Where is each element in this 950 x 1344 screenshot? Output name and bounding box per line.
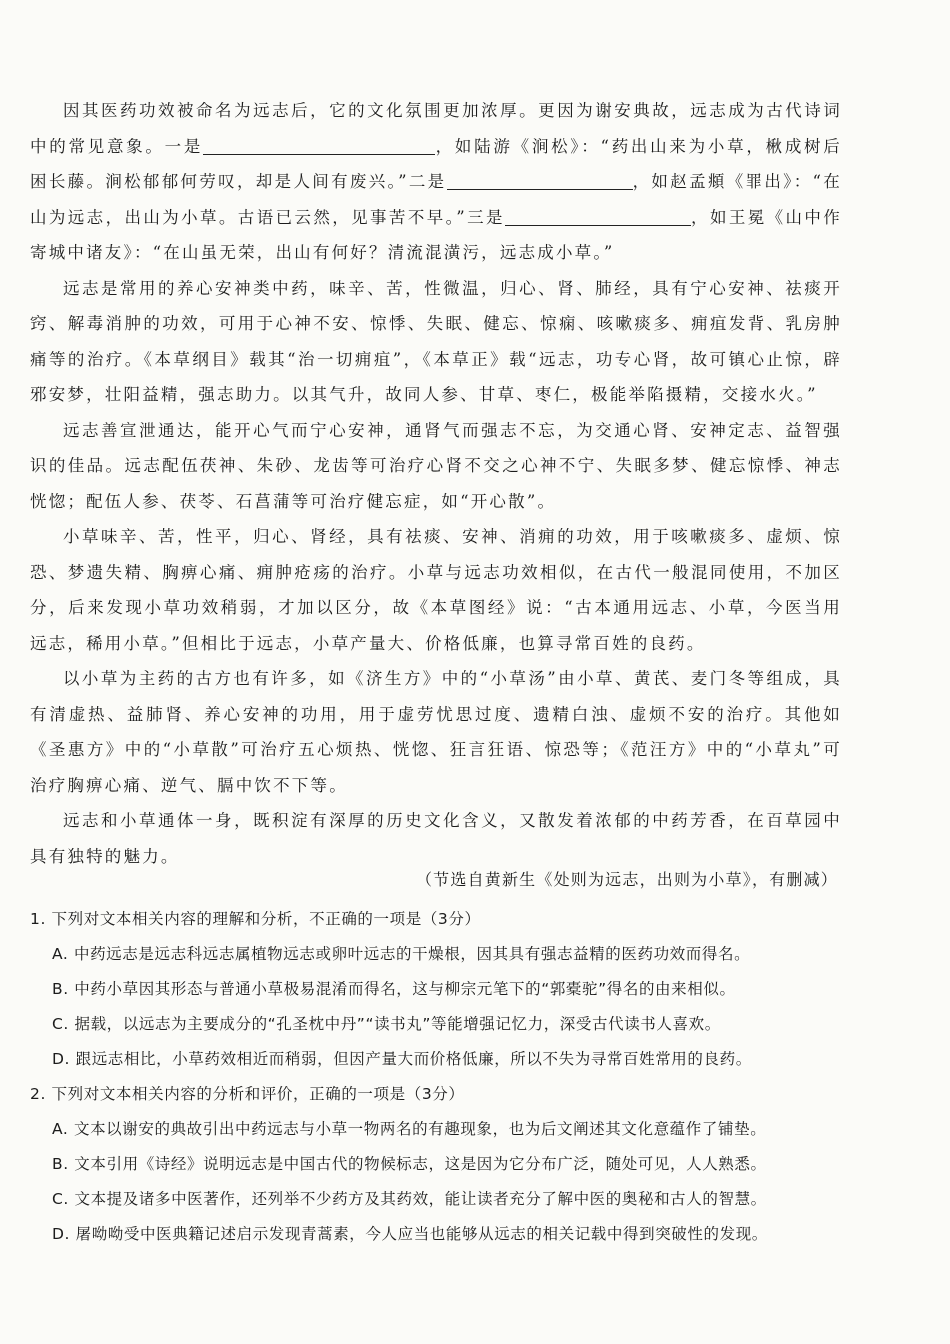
passage-paragraph-1 xyxy=(30,93,842,271)
reading-passage xyxy=(30,93,842,874)
question-2-option-d[interactable]: D. 屠呦呦受中医典籍记述启示发现青蒿素，今人应当也能够从远志的相关记载中得到突破性的发现。 xyxy=(52,1225,768,1243)
question-2-option-a[interactable]: A. 文本以谢安的典故引出中药远志与小草一物两名的有趣现象，也为后文阐述其文化意蕴作了铺垫。 xyxy=(52,1120,767,1138)
question-1-stem: 1. 下列对文本相关内容的理解和分析，不正确的一项是（3分） xyxy=(30,910,481,928)
question-1-option-c[interactable]: C. 据载，以远志为主要成分的“孔圣枕中丹”“读书丸”等能增强记忆力，深受古代读书人喜欢。 xyxy=(52,1015,721,1033)
passage-paragraph-5: 以小草为主药的古方也有许多，如《济生方》中的“小草汤”由小草、黄芪、麦门冬等组成，具有清虚热、益肺肾、养心安神的功用，用于虚劳忧思过度、遗精白浊、虚烦不安的治疗。其他如《圣惠方》中的“小草散”可治疗五心烦热、恍惚、狂言狂语、惊恐等；《范汪方》中的“小草丸”可治疗胸痹心痛、逆气、膈中饮不下等。 xyxy=(30,669,842,795)
answer-blank-3[interactable] xyxy=(505,208,691,226)
p1-text-c: ，如赵孟頫《罪出》：“在山为远志，出山为小草。古语已云然，见事苦不早。”三是 xyxy=(30,172,842,227)
question-1-option-b[interactable]: B. 中药小草因其形态与普通小草极易混淆而得名，这与柳宗元笔下的“郭橐驼”得名的由来相似。 xyxy=(52,980,736,998)
question-list xyxy=(30,902,860,1252)
question-1-option-d[interactable]: D. 跟远志相比，小草药效相近而稍弱，但因产量大而价格低廉，所以不失为寻常百姓常用的良药。 xyxy=(52,1050,752,1068)
answer-blank-2[interactable] xyxy=(447,173,633,191)
question-2-stem: 2. 下列对文本相关内容的分析和评价，正确的一项是（3分） xyxy=(30,1085,465,1103)
passage-paragraph-2: 远志是常用的养心安神类中药，味辛、苦，性微温，归心、肾、肺经，具有宁心安神、祛痰开窍、解毒消肿的功效，可用于心神不安、惊悸、失眠、健忘、惊痫、咳嗽痰多、痈疽发背、乳房肿痛等的治疗。《本草纲目》载其“治一切痈疽”，《本草正》载“远志，功专心肾，故可镇心止惊，辟邪安梦，壮阳益精，强志助力。以其气升，故同人参、甘草、枣仁，极能举陷摄精，交接水火。” xyxy=(30,278,842,404)
p1-text-b: ，如陆游《涧松》：“药出山来为小草，楸成树后困长藤。涧松郁郁何劳叹，却是人间有废兴。”二是 xyxy=(30,136,842,191)
passage-paragraph-3: 远志善宣泄通达，能开心气而宁心安神，通肾气而强志不忘，为交通心肾、安神定志、益智强识的佳品。远志配伍茯神、朱砂、龙齿等可治疗心肾不交之心神不宁、失眠多梦、健忘惊悸、神志恍惚；配伍人参、茯苓、石菖蒲等可治疗健忘症，如“开心散”。 xyxy=(30,420,842,511)
question-1-option-a[interactable]: A. 中药远志是远志科远志属植物远志或卵叶远志的干燥根，因其具有强志益精的医药功效而得名。 xyxy=(52,945,751,963)
question-2-option-b[interactable]: B. 文本引用《诗经》说明远志是中国古代的物候标志，这是因为它分布广泛，随处可见，人人熟悉。 xyxy=(52,1155,767,1173)
answer-blank-1[interactable] xyxy=(203,137,435,155)
p1-text-a: 因其医药功效被命名为远志后，它的文化氛围更加浓厚。更因为谢安典故，远志成为古代诗词中的常见意象。一是 xyxy=(30,101,842,156)
p1-text-d: ，如王冕《山中作寄城中诸友》：“在山虽无荣，出山有何好？清流混潢污，远志成小草。” xyxy=(30,207,842,262)
passage-paragraph-4: 小草味辛、苦，性平，归心、肾经，具有祛痰、安神、消痈的功效，用于咳嗽痰多、虚烦、惊恐、梦遗失精、胸痹心痛、痈肿疮疡的治疗。小草与远志功效相似，在古代一般混同使用，不加区分，后来发现小草功效稍弱，才加以区分，故《本草图经》说：“古本通用远志、小草，今医当用远志，稀用小草。”但相比于远志，小草产量大、价格低廉，也算寻常百姓的良药。 xyxy=(30,527,842,653)
passage-paragraph-6: 远志和小草通体一身，既积淀有深厚的历史文化含义，又散发着浓郁的中药芳香，在百草园中具有独特的魅力。 xyxy=(30,811,842,866)
question-2-option-c[interactable]: C. 文本提及诸多中医著作，还列举不少药方及其药效，能让读者充分了解中医的奥秘和古人的智慧。 xyxy=(52,1190,767,1208)
source-citation: （节选自黄新生《处则为远志，出则为小草》，有删减） xyxy=(415,870,838,889)
